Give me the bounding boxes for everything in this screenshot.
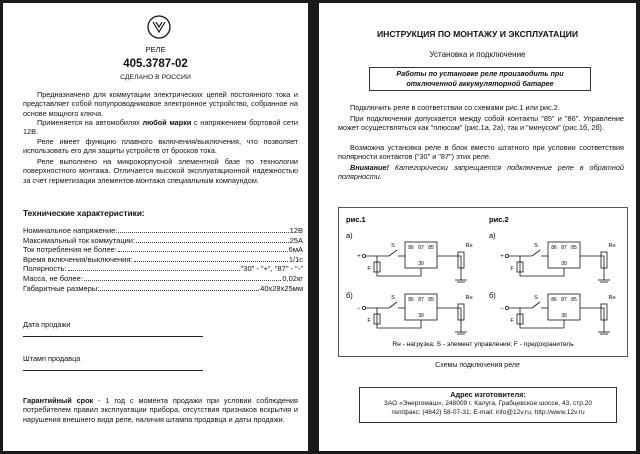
manufacturer-address: ЗАО «Энергомаш», 248009 г. Калуга, Грабцевское шоссе, 43, стр.20 [383, 400, 593, 407]
spec-label: Масса, не более: [23, 274, 83, 283]
spec-row [23, 255, 303, 264]
wire [580, 308, 604, 332]
spec-value: 0,02кг [282, 274, 303, 283]
connect-paragraph: Подключить реле в соответствии со схемами рис.1 или рис.2. [350, 103, 560, 112]
load-label: Rн [608, 295, 616, 301]
switch-blade [532, 250, 540, 256]
spec-row [23, 226, 303, 235]
fuse-label: F [510, 266, 514, 272]
supply-polarity: − [357, 306, 361, 312]
switch-blade [532, 302, 540, 308]
section-subtitle: Установка и подключение [429, 50, 526, 59]
spec-leader [118, 245, 288, 252]
supply-terminal [505, 254, 508, 257]
pin-label: 87 [418, 297, 424, 303]
wire [520, 256, 564, 276]
supply-polarity: + [357, 254, 361, 260]
wire [377, 256, 421, 276]
pin-label: 85 [428, 297, 434, 303]
supply-terminal [362, 254, 365, 257]
pin-label: 85 [428, 245, 434, 251]
pin-label: 87 [561, 297, 567, 303]
fuse-label: F [367, 266, 371, 272]
pin-label: 86 [551, 245, 557, 251]
fig1-label: рис.1 [346, 215, 366, 224]
left-page [3, 3, 308, 451]
pin-label: 30 [561, 313, 567, 319]
spec-leader [84, 274, 282, 281]
switch-label: S [534, 295, 538, 301]
warning-text: Работы по установке реле производить при отключенной аккумуляторной батарее [396, 69, 564, 88]
spec-row [23, 236, 303, 245]
control-paragraph: При подключении допускается между собой контакты "85" и "86". Управление может осуществляться как "плюсом" (рис.1а, 2а), так и "минусом" (рис.1б, 2б). [338, 114, 624, 133]
spec-value: 6мА [288, 245, 303, 255]
pin-label: 85 [571, 297, 577, 303]
wiring-diagram-frame [338, 207, 628, 357]
usage-paragraph: Применяется на автомобилях любой марки с напряжением бортовой сети 12В. [23, 118, 298, 137]
diagram-legend: Rн - нагрузка; S - элемент управления; F - предохранитель [392, 341, 574, 348]
specs-title: Технические характеристики: [23, 208, 145, 218]
spec-leader [68, 264, 240, 271]
switch-label: S [391, 243, 395, 249]
function-paragraph: Реле имеет функцию плавного включения/выключения, что позволяет использовать его для защиты устройств от бросков тока. [23, 137, 298, 156]
model-number: 405.3787-02 [123, 58, 188, 70]
spec-value: "30" - "+", "87" - "-" [240, 264, 303, 274]
description-paragraph: Предназначено для коммутации электрических цепей постоянного тока и представляет собой полупроводниковое электронное устройство, собранное на основе мощного ключа. [23, 90, 298, 118]
supply-polarity: − [500, 306, 504, 312]
right-page [319, 3, 636, 451]
spec-label: Номинальное напряжение: [23, 226, 118, 235]
switch-label: S [534, 243, 538, 249]
seller-stamp-label: Штамп продавца [23, 354, 81, 363]
tech-paragraph: Реле выполнено на микрокорпусной элементной базе по технологии поверхностного монтажа. Отличается высокой эксплуатационной надежностью за счет герметизации элементов монтажа специальным компаундом. [23, 157, 298, 185]
spec-leader [100, 284, 259, 291]
fuse-label: F [367, 318, 371, 324]
wire [520, 308, 564, 328]
seller-stamp-line [23, 370, 203, 371]
fig2a-label: а) [489, 231, 496, 240]
spec-value: 40х28х25мм [260, 283, 303, 293]
sale-date-label: Дата продажи [23, 320, 71, 329]
diagram-caption: Схемы подключения реле [435, 362, 520, 369]
switch-label: S [391, 295, 395, 301]
wiring-diagrams [339, 208, 627, 356]
warranty-paragraph: Гарантийный срок - 1 год с момента продажи при условии соблюдения потребителем правил эксплуатации прибора, отсутствия признаков вскрытия и нарушения внешнего вида реле, наличия штампа продавца и даты продажи. [23, 396, 299, 424]
attention-paragraph: Внимание! Категорически запрещается подключение реле в обратной полярности. [338, 163, 624, 182]
supply-terminal [362, 306, 365, 309]
spec-value: 1/1с [288, 254, 303, 264]
warning-box [369, 67, 591, 91]
spec-leader [136, 236, 289, 243]
page-title: ИНСТРУКЦИЯ ПО МОНТАЖУ И ЭКСПЛУАТАЦИИ [376, 29, 579, 39]
supply-terminal [505, 306, 508, 309]
spec-row [23, 284, 303, 293]
wire [437, 256, 461, 280]
pin-label: 30 [418, 313, 424, 319]
spec-label: Ток потребления не более: [23, 245, 117, 255]
spec-label: Габаритные размеры: [23, 283, 100, 293]
wire [580, 256, 604, 280]
fig2b-label: б) [489, 291, 496, 300]
spec-row [23, 264, 303, 273]
pin-label: 85 [571, 245, 577, 251]
logo-label: РЕЛЕ [145, 45, 166, 54]
spec-label: Полярность: [23, 264, 67, 274]
pin-label: 87 [418, 245, 424, 251]
spec-leader [118, 226, 288, 233]
pin-label: 30 [418, 261, 424, 267]
relay-logo-icon [145, 13, 173, 41]
pin-label: 30 [561, 261, 567, 267]
pin-label: 86 [551, 297, 557, 303]
manufacturer-title: Адрес изготовителя: [450, 390, 526, 399]
spec-label: Время включения/выключения: [23, 254, 133, 264]
wire [377, 308, 421, 328]
manufacturer-box [359, 387, 617, 423]
spec-row [23, 274, 303, 283]
spec-value: 12В [289, 226, 303, 235]
switch-blade [389, 302, 397, 308]
spec-label: Максимальный ток коммутации: [23, 235, 136, 245]
sale-date-line [23, 336, 203, 337]
fuse-label: F [510, 318, 514, 324]
supply-polarity: + [500, 254, 504, 260]
install-paragraph: Возможна установка реле в блок вместо штатного при условии соответствия полярности контактов ("30" и "87") этих реле. [338, 143, 624, 162]
spec-leader [134, 255, 288, 262]
wire [437, 308, 461, 332]
switch-blade [389, 250, 397, 256]
load-label: Rн [465, 295, 473, 301]
fig1b-label: б) [346, 291, 353, 300]
fig2-label: рис.2 [489, 215, 509, 224]
spec-value: 25А [289, 235, 303, 245]
load-label: Rн [465, 243, 473, 249]
pin-label: 87 [561, 245, 567, 251]
made-in: СДЕЛАНО В РОССИИ [120, 74, 191, 81]
pin-label: 86 [408, 245, 414, 251]
load-label: Rн [608, 243, 616, 249]
fig1a-label: а) [346, 231, 353, 240]
pin-label: 86 [408, 297, 414, 303]
manufacturer-contacts: тел/факс: (4842) 58-07-31; E-mail: info@12v.ru, http://www.12v.ru [391, 409, 585, 416]
spec-row [23, 245, 303, 254]
